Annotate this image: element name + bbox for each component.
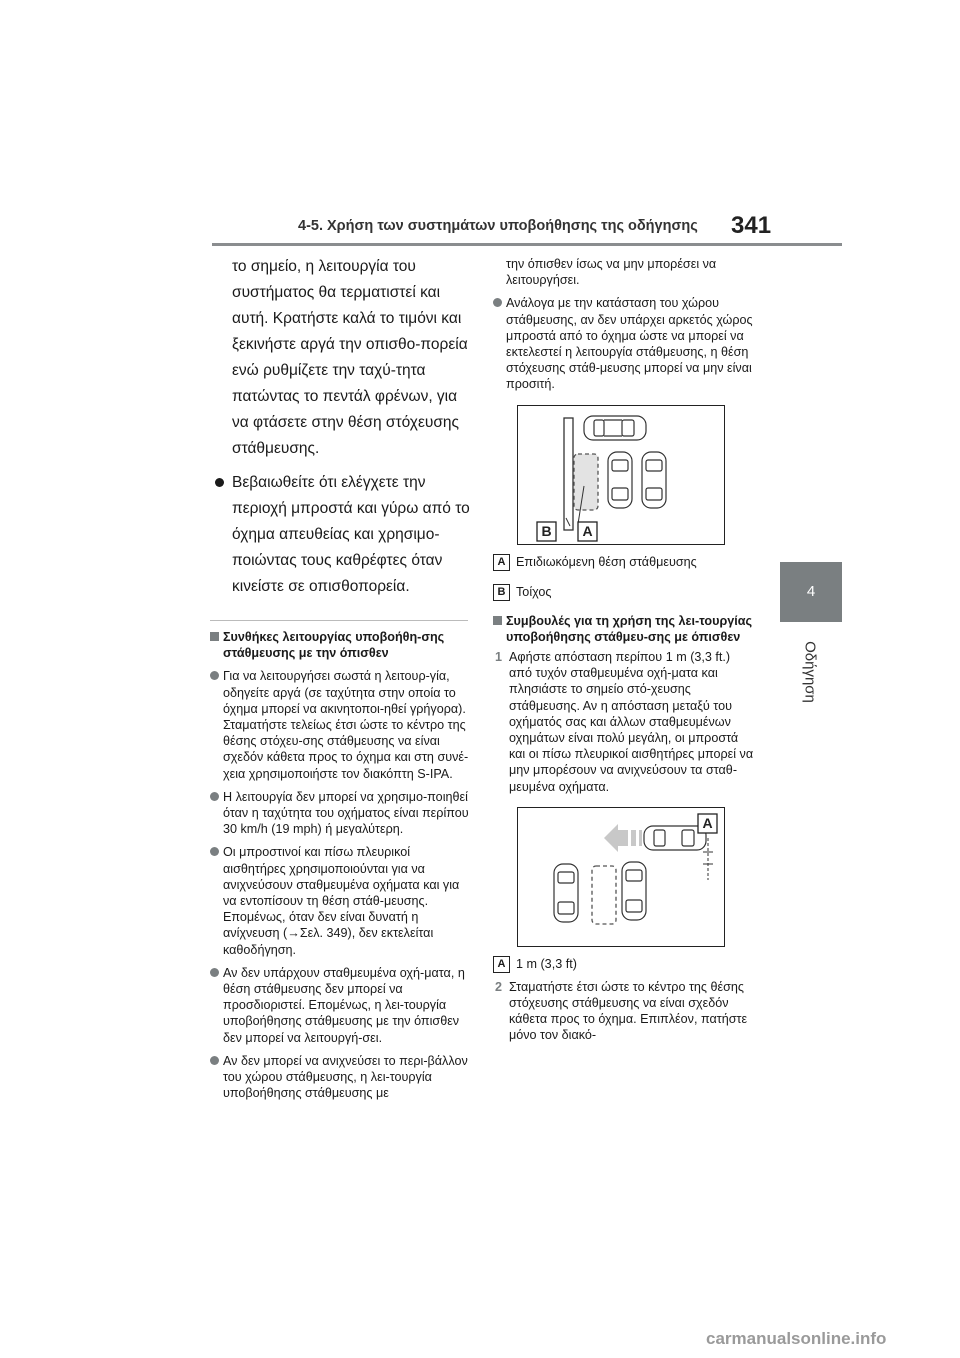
legend-key: A (493, 554, 510, 571)
figure-parallel-parking-wall (517, 405, 725, 545)
circle-bullet-icon (210, 792, 219, 801)
chapter-tab[interactable]: 4 (780, 562, 842, 622)
continuation-text: το σημείο, η λειτουργία του συστήματος θα τερματιστεί και αυτή. Κρατήστε καλά το τιμόνι και ξεκινήστε αργά την οπισθο-πορεία ενώ ρυθμίζετε την ταχύ-τητα πατώντας το πεντάλ φρένων, για να φτάσετε στην θέση στόχευσης στάθμευσης. (232, 258, 468, 457)
car-icon (608, 452, 632, 508)
page-number: 341 (731, 212, 772, 239)
legend-key: B (493, 584, 510, 601)
legend-text: Τοίχος (516, 585, 552, 600)
bullet-dot-icon (215, 478, 224, 487)
list-item: Οι μπροστινοί και πίσω πλευρικοί αισθητήρες χρησιμοποιούνται για να ανιχνεύσουν σταθμευμένα οχήματα και για να εντοπίσουν τη θέση στάθ-μευσης. Επομένως, όταν δεν είναι δυνατή η ανίχνευση (→Σελ. 349), δεν εκτελείται καθοδήγηση. (210, 844, 472, 957)
section-divider (210, 620, 468, 621)
left-column (210, 254, 472, 1101)
section-heading: Συμβουλές για τη χρήση της λει-τουργίας υποβοήθησης στάθμευ-σης με όπισθεν (493, 613, 755, 645)
continuation-text: την όπισθεν ίσως να μην μπορέσει να λειτουργήσει. (506, 257, 717, 288)
circle-bullet-icon (210, 968, 219, 977)
bullet-text: Βεβαιωθείτε ότι ελέγχετε την περιοχή μπροστά και γύρω από το όχημα απευθείας και χρησιμο-ποιώντας τους καθρέφτες όταν κινείστε σε οπισθοπορεία. (232, 474, 470, 595)
circle-bullet-icon (493, 298, 502, 307)
legend-text: 1 m (3,3 ft) (516, 957, 577, 972)
car-icon (584, 416, 646, 440)
legend-item (493, 554, 755, 571)
figure-label-a: A (702, 814, 713, 831)
square-bullet-icon (493, 616, 502, 625)
legend-item (493, 584, 755, 601)
car-icon (642, 452, 666, 508)
figure-distance-to-cars (517, 807, 725, 947)
legend-key: A (493, 956, 510, 973)
step-1: 1 Αφήστε απόσταση περίπου 1 m (3,3 ft.) από τυχόν σταθμευμένα οχή-ματα και πλησιάστε το σημείο στό-χευσης στάθμευσης. Αν η απόσταση μεταξύ του οχήματός σας και άλλων σταθμευμένων οχημάτων είναι πολύ μεγάλη, οι μπροστά και οι πίσω πλευρικοί αισθητήρες μπορεί να μην μπορέσουν να ανιχνεύσουν τα σταθ-μευμένα οχήματα. (495, 650, 754, 794)
step-2: 2 Σταματήστε έτσι ώστε το κέντρο της θέσης στόχευσης στάθμευσης να είναι σχεδόν κάθετα προς το όχημα. Επιπλέον, πατήστε μόνο τον διακό- (495, 979, 748, 1043)
legend-item (493, 956, 755, 973)
list-item: Ανάλογα με την κατάσταση του χώρου στάθμευσης, αν δεν υπάρχει αρκετός χώρος μπροστά από το όχημα ώστε να μπορεί να εκτελεστεί η λειτουργία στάθμευσης, η θέση στόχευσης στάθ-μευσης μπορεί να μην είναι προσιτή. (493, 295, 755, 392)
list-item: Για να λειτουργήσει σωστά η λειτουρ-γία, οδηγείτε αργά (σε ταχύτητα στην οποία το όχημα μπορεί να ακινητοποι-ηθεί γρήγορα). Σταματήστε τελείως έτσι ώστε το κέντρο της θέσης στόχευ-σης στάθμευσης να είναι σχεδόν κάθετα προς το όχημα και στη συνέ-χεια χρησιμοποιήστε τον διακόπτη S-IPA. (210, 668, 472, 781)
section-heading: Συνθήκες λειτουργίας υποβοήθη-σης στάθμευσης με την όπισθεν (210, 629, 472, 661)
wall-shape (564, 418, 573, 530)
circle-bullet-icon (210, 1056, 219, 1065)
circle-bullet-icon (210, 847, 219, 856)
target-parking-spot (592, 866, 616, 924)
chapter-label: Οδήγηση (801, 641, 819, 703)
running-header-title: 4-5. Χρήση των συστημάτων υποβοήθησης της οδήγησης (298, 218, 698, 234)
car-icon (622, 862, 646, 920)
caution-bullet (210, 470, 472, 600)
watermark: carmanualsonline.info (706, 1329, 887, 1348)
list-item: Αν δεν υπάρχουν σταθμευμένα οχή-ματα, η θέση στάθμευσης δεν μπορεί να προσδιοριστεί. Επομένως, η λει-τουργία υποβοήθησης στάθμευσης με την όπισθεν δεν μπορεί να λειτουργή-σει. (210, 965, 472, 1046)
figure-label-a: A (582, 522, 593, 539)
list-item: Η λειτουργία δεν μπορεί να χρησιμο-ποιηθεί όταν η ταχύτητα του οχήματος είναι περίπου 30 km/h (19 mph) ή μεγαλύτερη. (210, 789, 472, 838)
list-item: Αν δεν μπορεί να ανιχνεύσει το περι-βάλλον του χώρου στάθμευσης, η λει-τουργία υποβοήθησης στάθμευσης με (210, 1053, 472, 1102)
header-rule (212, 243, 842, 246)
legend-text: Επιδιωκόμενη θέση στάθμευσης (516, 555, 697, 570)
parking-diagram-2 (518, 808, 724, 946)
figure-label-b: B (541, 522, 552, 539)
right-column (493, 256, 755, 1044)
parking-diagram-1 (518, 406, 724, 544)
car-icon (554, 864, 578, 922)
motion-arrow-icon (604, 824, 642, 852)
target-parking-spot (574, 454, 598, 510)
circle-bullet-icon (210, 671, 219, 680)
square-bullet-icon (210, 632, 219, 641)
car-icon (644, 826, 706, 850)
